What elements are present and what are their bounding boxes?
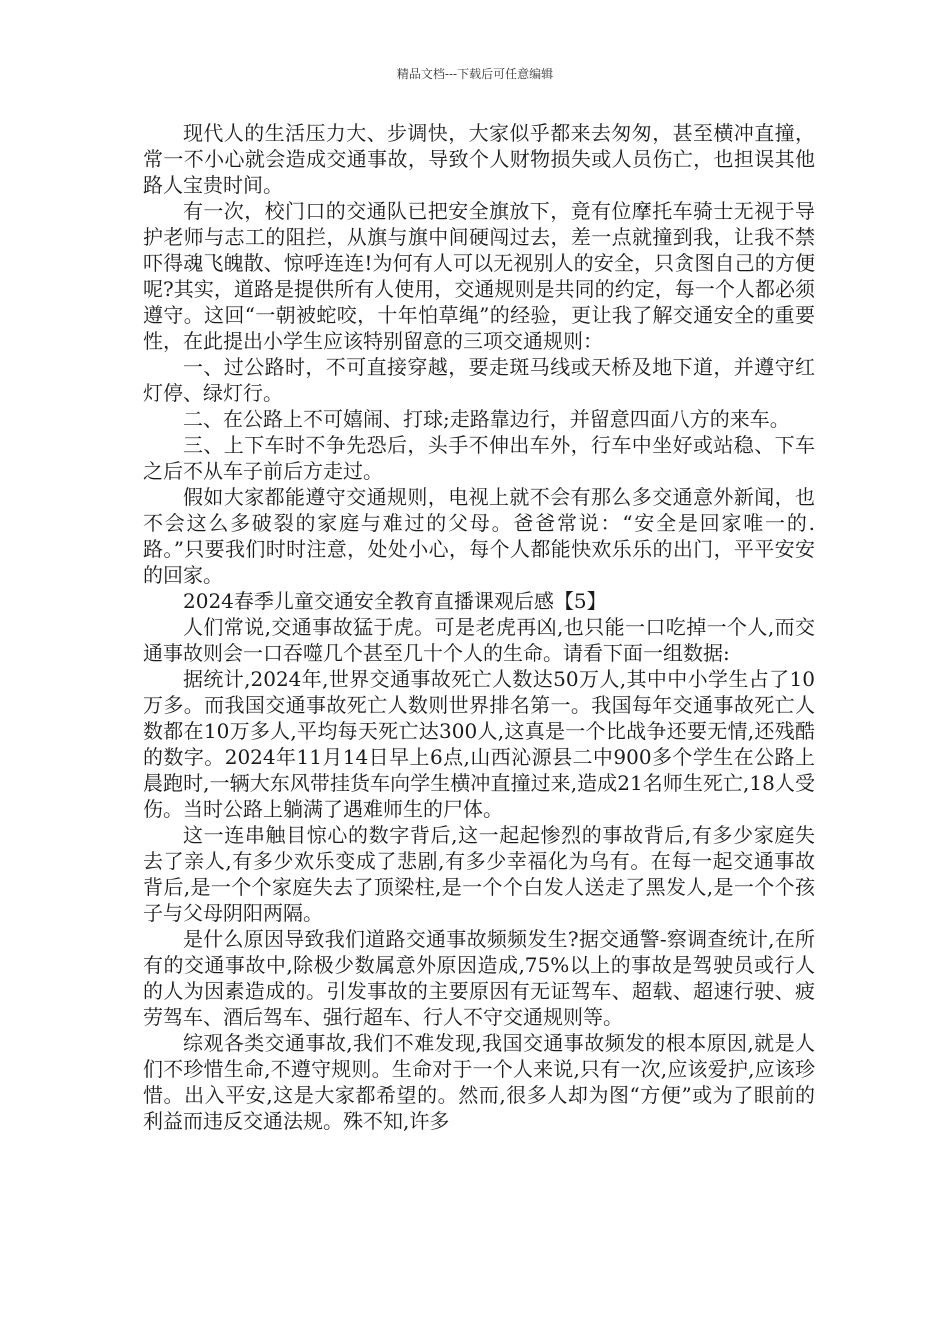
page-header: 精品文档---下载后可任意编辑 xyxy=(396,67,554,81)
paragraph-2: 有一次，校门口的交通队已把安全旗放下，竟有位摩托车骑士无视于导护老师与志工的阻拦，从旗与旗中间硬闯过去，差一点就撞到我，让我不禁吓得魂飞魄散、惊呼连连!为何有人可以无视别人的安全，只贪图自己的方便呢?其实，道路是提供所有人使用，交通规则是共同的约定，每一个人都必须遵守。这回“一朝被蛇咬，十年怕草绳”的经验，更让我了解交通安全的重要性，在此提出小学生应该特别留意的三项交通规则： xyxy=(143,199,815,353)
paragraph-9: 据统计,2024年,世界交通事故死亡人数达50万人,其中中小学生占了10万多。而我国交通事故死亡人数则世界排名第一。我国每年交通事故死亡人数都在10万多人,平均每天死亡达300人,这真是一个比战争还要无情,还残酷的数字。2024年11月14日早上6点,山西沁源县二中900多个学生在公路上晨跑时,一辆大东风带挂货车向学生横冲直撞过来,造成21名师生死亡,18人受伤。当时公路上躺满了遇难师生的尸体。 xyxy=(143,667,815,821)
paragraph-6: 假如大家都能遵守交通规则，电视上就不会有那么多交通意外新闻，也不会这么多破裂的家庭与难过的父母。爸爸常说：“安全是回家唯一的.路。”只要我们时时注意，处处小心，每个人都能快欢乐乐的出门，平平安安的回家。 xyxy=(143,485,815,587)
rule-3: 三、上下车时不争先恐后，头手不伸出车外，行车中坐好或站稳、下车之后不从车子前后方走过。 xyxy=(143,433,815,483)
section-title: 2024春季儿童交通安全教育直播课观后感【5】 xyxy=(183,589,607,613)
paragraph-11: 是什么原因导致我们道路交通事故频频发生?据交通警-察调查统计,在所有的交通事故中,除极少数属意外原因造成,75%以上的事故是驾驶员或行人的人为因素造成的。引发事故的主要原因有无证驾车、超载、超速行驶、疲劳驾车、酒后驾车、强行超车、行人不守交通规则等。 xyxy=(143,927,815,1029)
rule-2: 二、在公路上不可嬉闹、打球;走路靠边行，并留意四面八方的来车。 xyxy=(183,407,790,431)
paragraph-8: 人们常说,交通事故猛于虎。可是老虎再凶,也只能一口吃掉一个人,而交通事故则会一口吞噬几个甚至几十个人的生命。请看下面一组数据: xyxy=(143,615,815,665)
paragraph-10: 这一连串触目惊心的数字背后,这一起起惨烈的事故背后,有多少家庭失去了亲人,有多少欢乐变成了悲剧,有多少幸福化为乌有。在每一起交通事故背后,是一个个家庭失去了顶梁柱,是一个个白发人送走了黑发人,是一个个孩子与父母阴阳两隔。 xyxy=(143,823,815,925)
rule-1: 一、过公路时，不可直接穿越，要走斑马线或天桥及地下道，并遵守红灯停、绿灯行。 xyxy=(143,355,815,405)
paragraph-12: 综观各类交通事故,我们不难发现,我国交通事故频发的根本原因,就是人们不珍惜生命,不遵守规则。生命对于一个人来说,只有一次,应该爱护,应该珍惜。出入平安,这是大家都希望的。然而,很多人却为图“方便”或为了眼前的利益而违反交通法规。殊不知,许多 xyxy=(143,1031,815,1133)
paragraph-1: 现代人的生活压力大、步调快，大家似乎都来去匆匆，甚至横冲直撞，常一不小心就会造成交通事故，导致个人财物损失或人员伤亡，也担误其他路人宝贵时间。 xyxy=(143,121,815,197)
document-body xyxy=(143,120,815,1134)
